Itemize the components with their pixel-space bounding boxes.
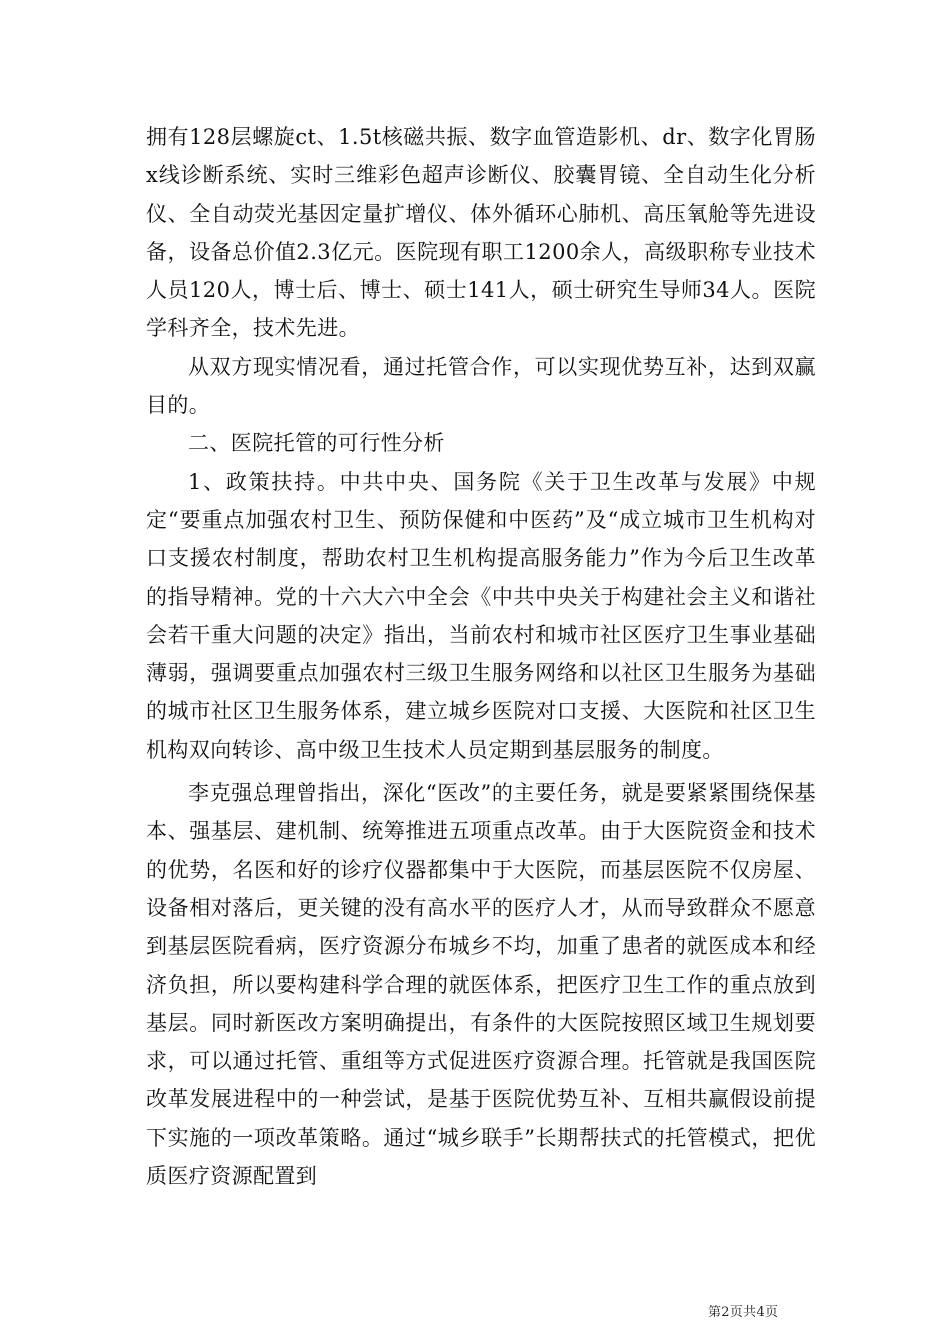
paragraph-premier-reform: 李克强总理曾指出，深化“医改”的主要任务，就是要紧紧围绕保基本、强基层、建机制、统筹推进五项重点改革。由于大医院资金和技术的优势，名医和好的诊疗仪器都集中于大医院，而基层医院不仅房屋、设备相对落后，更关键的没有高水平的医疗人才，从而导致群众不愿意到基层医院看病，医疗资源分布城乡不均，加重了患者的就医成本和经济负担，所以要构建科学合理的就医体系，把医疗卫生工作的重点放到基层。同时新医改方案明确提出，有条件的大医院按照区域卫生规划要求，可以通过托管、重组等方式促进医疗资源合理。托管就是我国医院改革发展进程中的一种尝试，是基于医院优势互补、互相共赢假设前提下实施的一项改革策略。通过“城乡联手”长期帮扶式的托管模式，把优质医疗资源配置到: [146, 781, 816, 1189]
paragraph-policy-support: 1、政策扶持。中共中央、国务院《关于卫生改革与发展》中规定“要重点加强农村卫生、预防保健和中医药”及“成立城市卫生机构对口支援农村制度，帮助农村卫生机构提高服务能力”作为今后卫生改革的指导精神。党的十六大六中全会《中共中央关于构建社会主义和谐社会若干重大问题的决定》指出，当前农村和城市社区医疗卫生事业基础薄弱，强调要重点加强农村三级卫生服务网络和以社区卫生服务为基础的城市社区卫生服务体系，建立城乡医院对口支援、大医院和社区卫生机构双向转诊、高中级卫生技术人员定期到基层服务的制度。: [146, 469, 816, 762]
page-number-footer: 第2页共4页: [708, 1305, 779, 1320]
paragraph-equipment-staff: 拥有128层螺旋ct、1.5t核磁共振、数字血管造影机、dr、数字化胃肠x线诊断系统、实时三维彩色超声诊断仪、胶囊胃镜、全自动生化分析仪、全自动荧光基因定量扩增仪、体外循环心肺机、高压氧舱等先进设备，设备总价值2.3亿元。医院现有职工1200余人，高级职称专业技术人员120人，博士后、博士、硕士141人，硕士研究生导师34人。医院学科齐全，技术先进。: [146, 125, 816, 341]
section-heading-feasibility: 二、医院托管的可行性分析: [188, 431, 445, 456]
paragraph-win-win: 从双方现实情况看，通过托管合作，可以实现优势互补，达到双赢目的。: [146, 354, 816, 418]
document-body: [146, 118, 816, 1195]
